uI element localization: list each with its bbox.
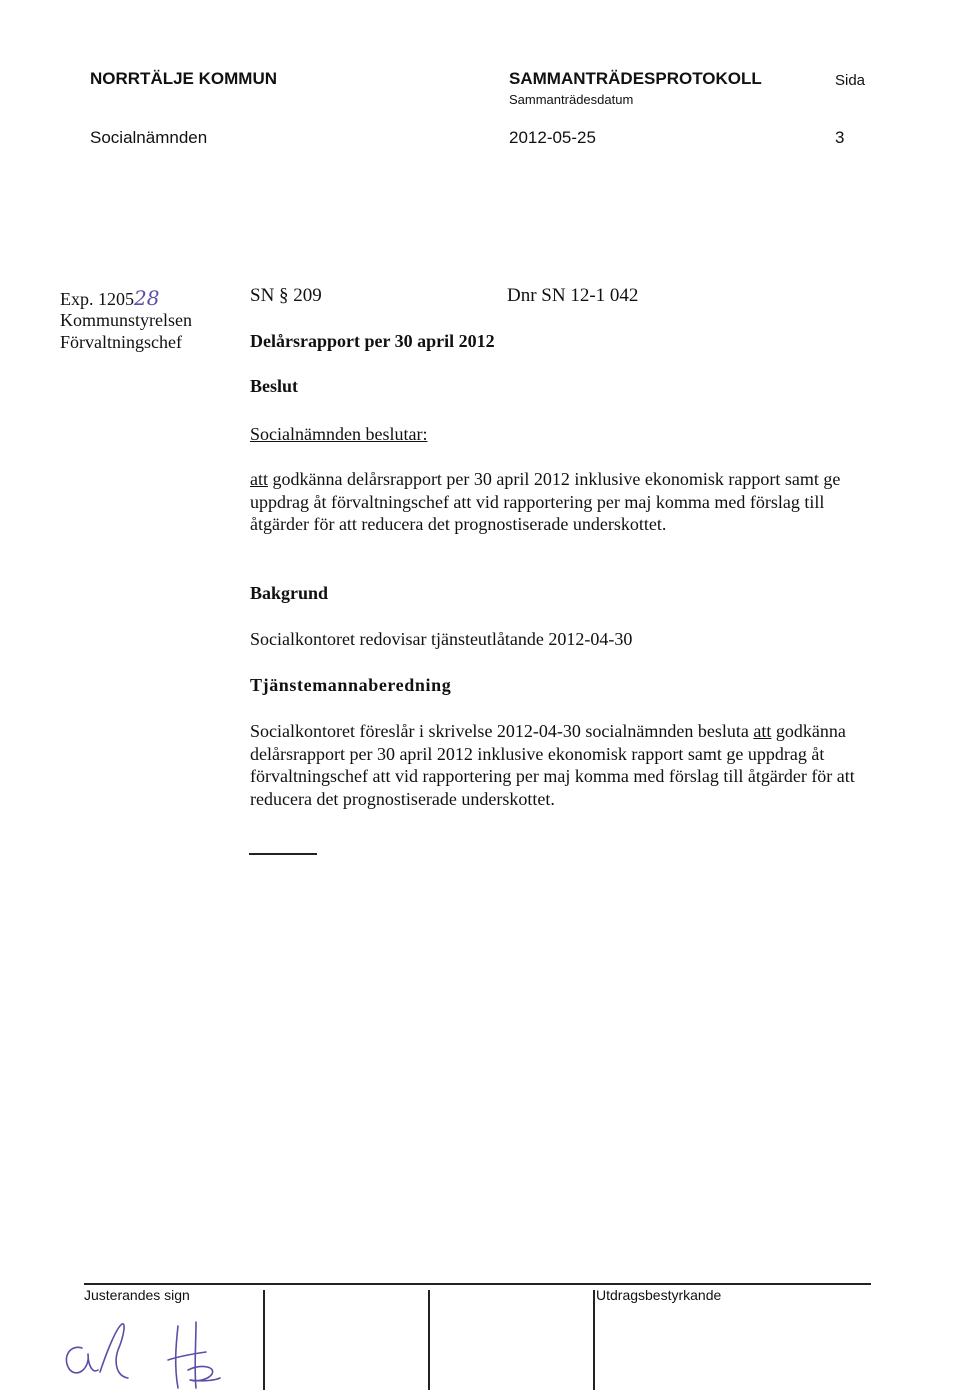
committee-name: Socialnämnden — [90, 128, 208, 147]
background-text: Socialkontoret redovisar tjänsteutlåtande 2012-04-30 — [250, 629, 633, 649]
case-title: Delårsrapport per 30 april 2012 — [250, 331, 495, 351]
expedition-handwritten-number: 28 — [134, 286, 160, 310]
diary-number: Dnr SN 12-1 042 — [507, 285, 639, 306]
preparation-heading: Tjänstemannaberedning — [250, 675, 452, 695]
meeting-date: 2012-05-25 — [509, 128, 596, 147]
footer-divider-2 — [428, 1290, 430, 1390]
organization-name: NORRTÄLJE KOMMUN — [90, 69, 277, 88]
decision-lead-word: att — [250, 469, 268, 489]
background-heading: Bakgrund — [250, 583, 329, 603]
preparation-body-start: Socialkontoret föreslår i skrivelse 2012-04-30 socialnämnden besluta — [250, 721, 754, 741]
decision-intro: Socialnämnden beslutar: — [250, 424, 428, 444]
extract-certification-label: Utdragsbestyrkande — [596, 1287, 722, 1303]
handwritten-initials — [60, 1310, 230, 1390]
section-separator — [249, 853, 317, 855]
signature-label: Justerandes sign — [84, 1287, 190, 1303]
page-label: Sida — [835, 72, 866, 89]
case-paragraph: SN § 209 — [250, 285, 322, 306]
expedition-note — [60, 286, 159, 310]
footer-divider-3 — [593, 1290, 595, 1390]
decision-heading: Beslut — [250, 376, 299, 396]
decision-body: godkänna delårsrapport per 30 april 2012 inklusive ekonomisk rapport samt ge uppdrag åt förvaltningschef att vid rapportering per maj komma med förslag till åtgärder för att reducera det prognostiserade underskottet. — [250, 469, 841, 534]
meeting-date-label: Sammanträdesdatum — [509, 92, 634, 107]
footer-top-rule — [84, 1283, 871, 1285]
recipient-forvaltningschef: Förvaltningschef — [60, 332, 182, 352]
recipient-kommunstyrelsen: Kommunstyrelsen — [60, 310, 192, 330]
page-number: 3 — [835, 128, 845, 147]
expedition-label: Exp. 1205 — [60, 289, 134, 309]
preparation-body-end: godkänna delårsrapport per 30 april 2012 inklusive ekonomisk rapport samt ge uppdrag åt förvaltningschef att vid rapportering per maj komma med förslag till åtgärder för att reducera det prognostiserade underskottet. — [250, 721, 855, 809]
preparation-underlined-word: att — [753, 721, 772, 741]
footer-divider-1 — [263, 1290, 265, 1390]
preparation-text — [250, 720, 880, 810]
decision-text — [250, 468, 880, 536]
document-title: SAMMANTRÄDESPROTOKOLL — [509, 69, 762, 88]
